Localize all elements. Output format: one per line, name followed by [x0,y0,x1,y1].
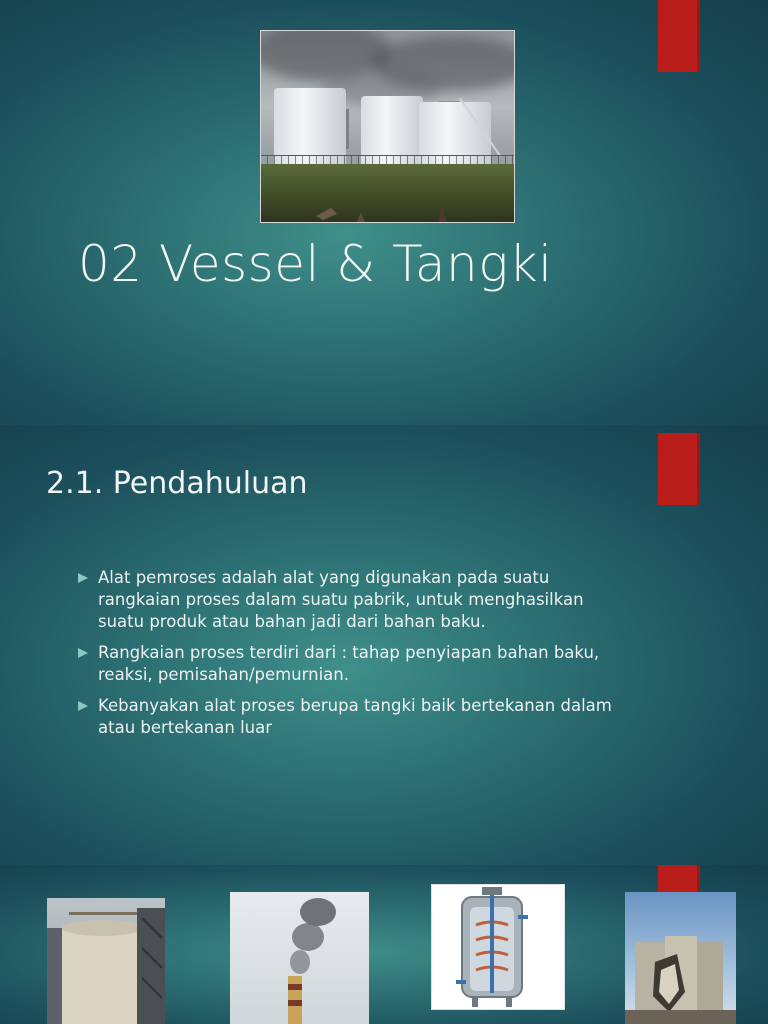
red-accent-bar [658,0,700,72]
bullet-item [78,695,630,739]
reactor-vessel-diagram [431,884,565,1010]
triangle-bullet-icon [78,573,88,583]
bullet-list [78,567,630,748]
slide-title [0,0,768,425]
storage-tank-photo [47,898,165,1024]
bullet-text: Kebanyakan alat proses berupa tangki baik bertekanan dalam atau bertekanan luar [98,696,612,737]
triangle-bullet-icon [78,648,88,658]
bullet-item [78,642,630,686]
slide-images [0,865,768,1024]
smokestack-photo [230,892,369,1024]
bullet-text: Rangkaian proses terdiri dari : tahap penyiapan bahan baku, reaksi, pemisahan/pemurnian. [98,643,600,684]
triangle-bullet-icon [78,701,88,711]
storage-tanks-photo [260,30,515,223]
silo-towers-photo [625,892,736,1024]
bullet-text: Alat pemroses adalah alat yang digunakan pada suatu rangkaian proses dalam suatu pabrik, untuk menghasilkan suatu produk atau bahan jadi dari bahan baku. [98,568,584,631]
red-accent-bar [658,433,700,505]
slide-title-text: 02 Vessel & Tangki [78,235,553,293]
bullet-item [78,567,630,633]
section-heading: 2.1. Pendahuluan [46,466,308,501]
slide-pendahuluan [0,425,768,865]
